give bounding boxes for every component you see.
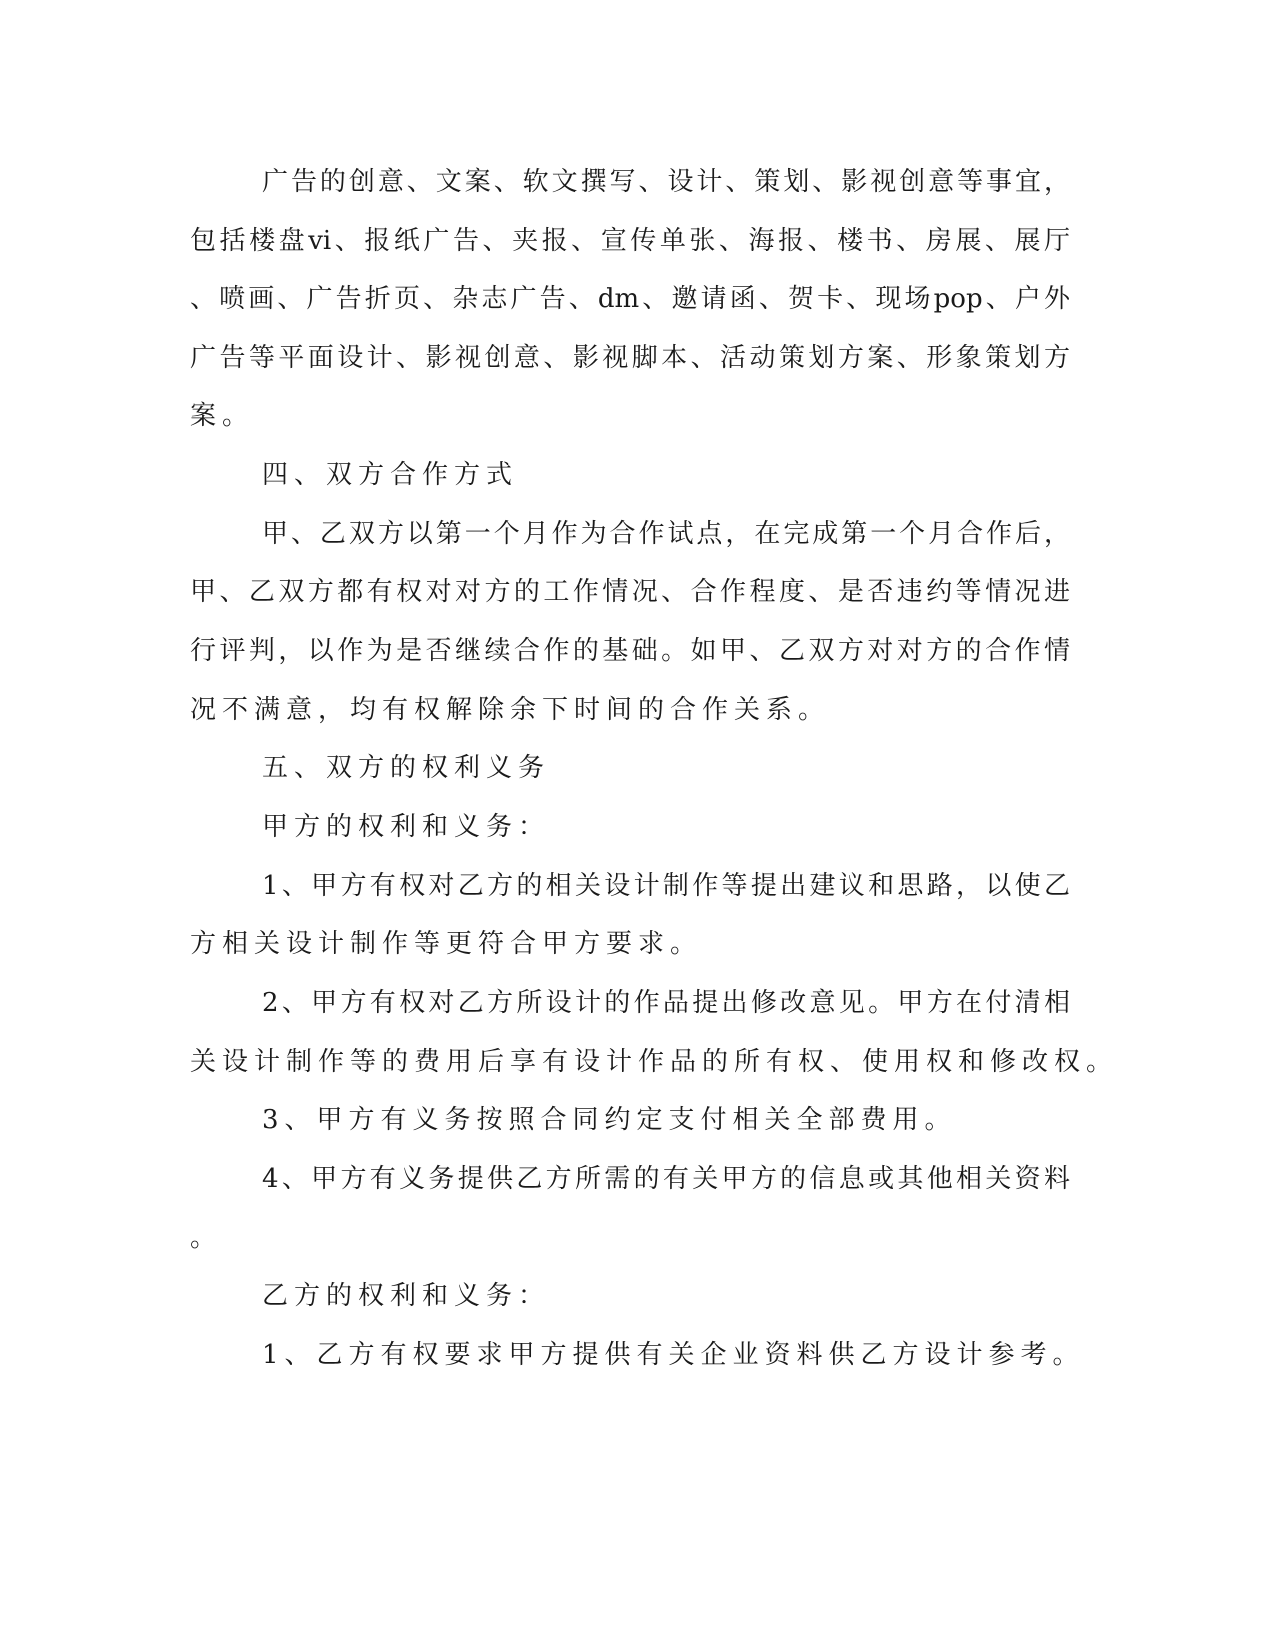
paragraph-line: 4、甲方有义务提供乙方所需的有关甲方的信息或其他相关资料 [262,1164,1070,1194]
paragraph-line: 、喷画、广告折页、杂志广告、dm、邀请函、贺卡、现场pop、户外 [190,284,1070,314]
section-heading: 四、双方合作方式 [262,460,519,490]
paragraph-line: 2、甲方有权对乙方所设计的作品提出修改意见。甲方在付清相 [262,988,1070,1018]
paragraph-line: 广告等平面设计、影视创意、影视脚本、活动策划方案、形象策划方 [190,343,1070,373]
paragraph-line: 广告的创意、文案、软文撰写、设计、策划、影视创意等事宜， [262,167,1070,197]
paragraph-line: 1、乙方有权要求甲方提供有关企业资料供乙方设计参考。 [262,1340,1085,1370]
paragraph-line: 甲、乙双方以第一个月作为合作试点，在完成第一个月合作后， [262,519,1070,549]
subsection-heading: 乙方的权利和义务： [262,1281,551,1311]
paragraph-line: 况不满意，均有权解除余下时间的合作关系。 [190,695,831,725]
paragraph-line: 行评判，以作为是否继续合作的基础。如甲、乙双方对对方的合作情 [190,636,1070,666]
paragraph-line: 1、甲方有权对乙方的相关设计制作等提出建议和思路，以使乙 [262,871,1070,901]
paragraph-line: 关设计制作等的费用后享有设计作品的所有权、使用权和修改权。 [190,1047,1119,1077]
paragraph-line: 方相关设计制作等更符合甲方要求。 [190,929,703,959]
paragraph-line: 。 [190,1223,223,1253]
subsection-heading: 甲方的权利和义务： [262,812,551,842]
paragraph-line: 甲、乙双方都有权对对方的工作情况、合作程度、是否违约等情况进 [190,577,1070,607]
paragraph-line: 案。 [190,401,255,431]
paragraph-line: 3、甲方有义务按照合同约定支付相关全部费用。 [262,1105,957,1135]
section-heading: 五、双方的权利义务 [262,753,551,783]
paragraph-line: 包括楼盘vi、报纸广告、夹报、宣传单张、海报、楼书、房展、展厅 [190,226,1070,256]
